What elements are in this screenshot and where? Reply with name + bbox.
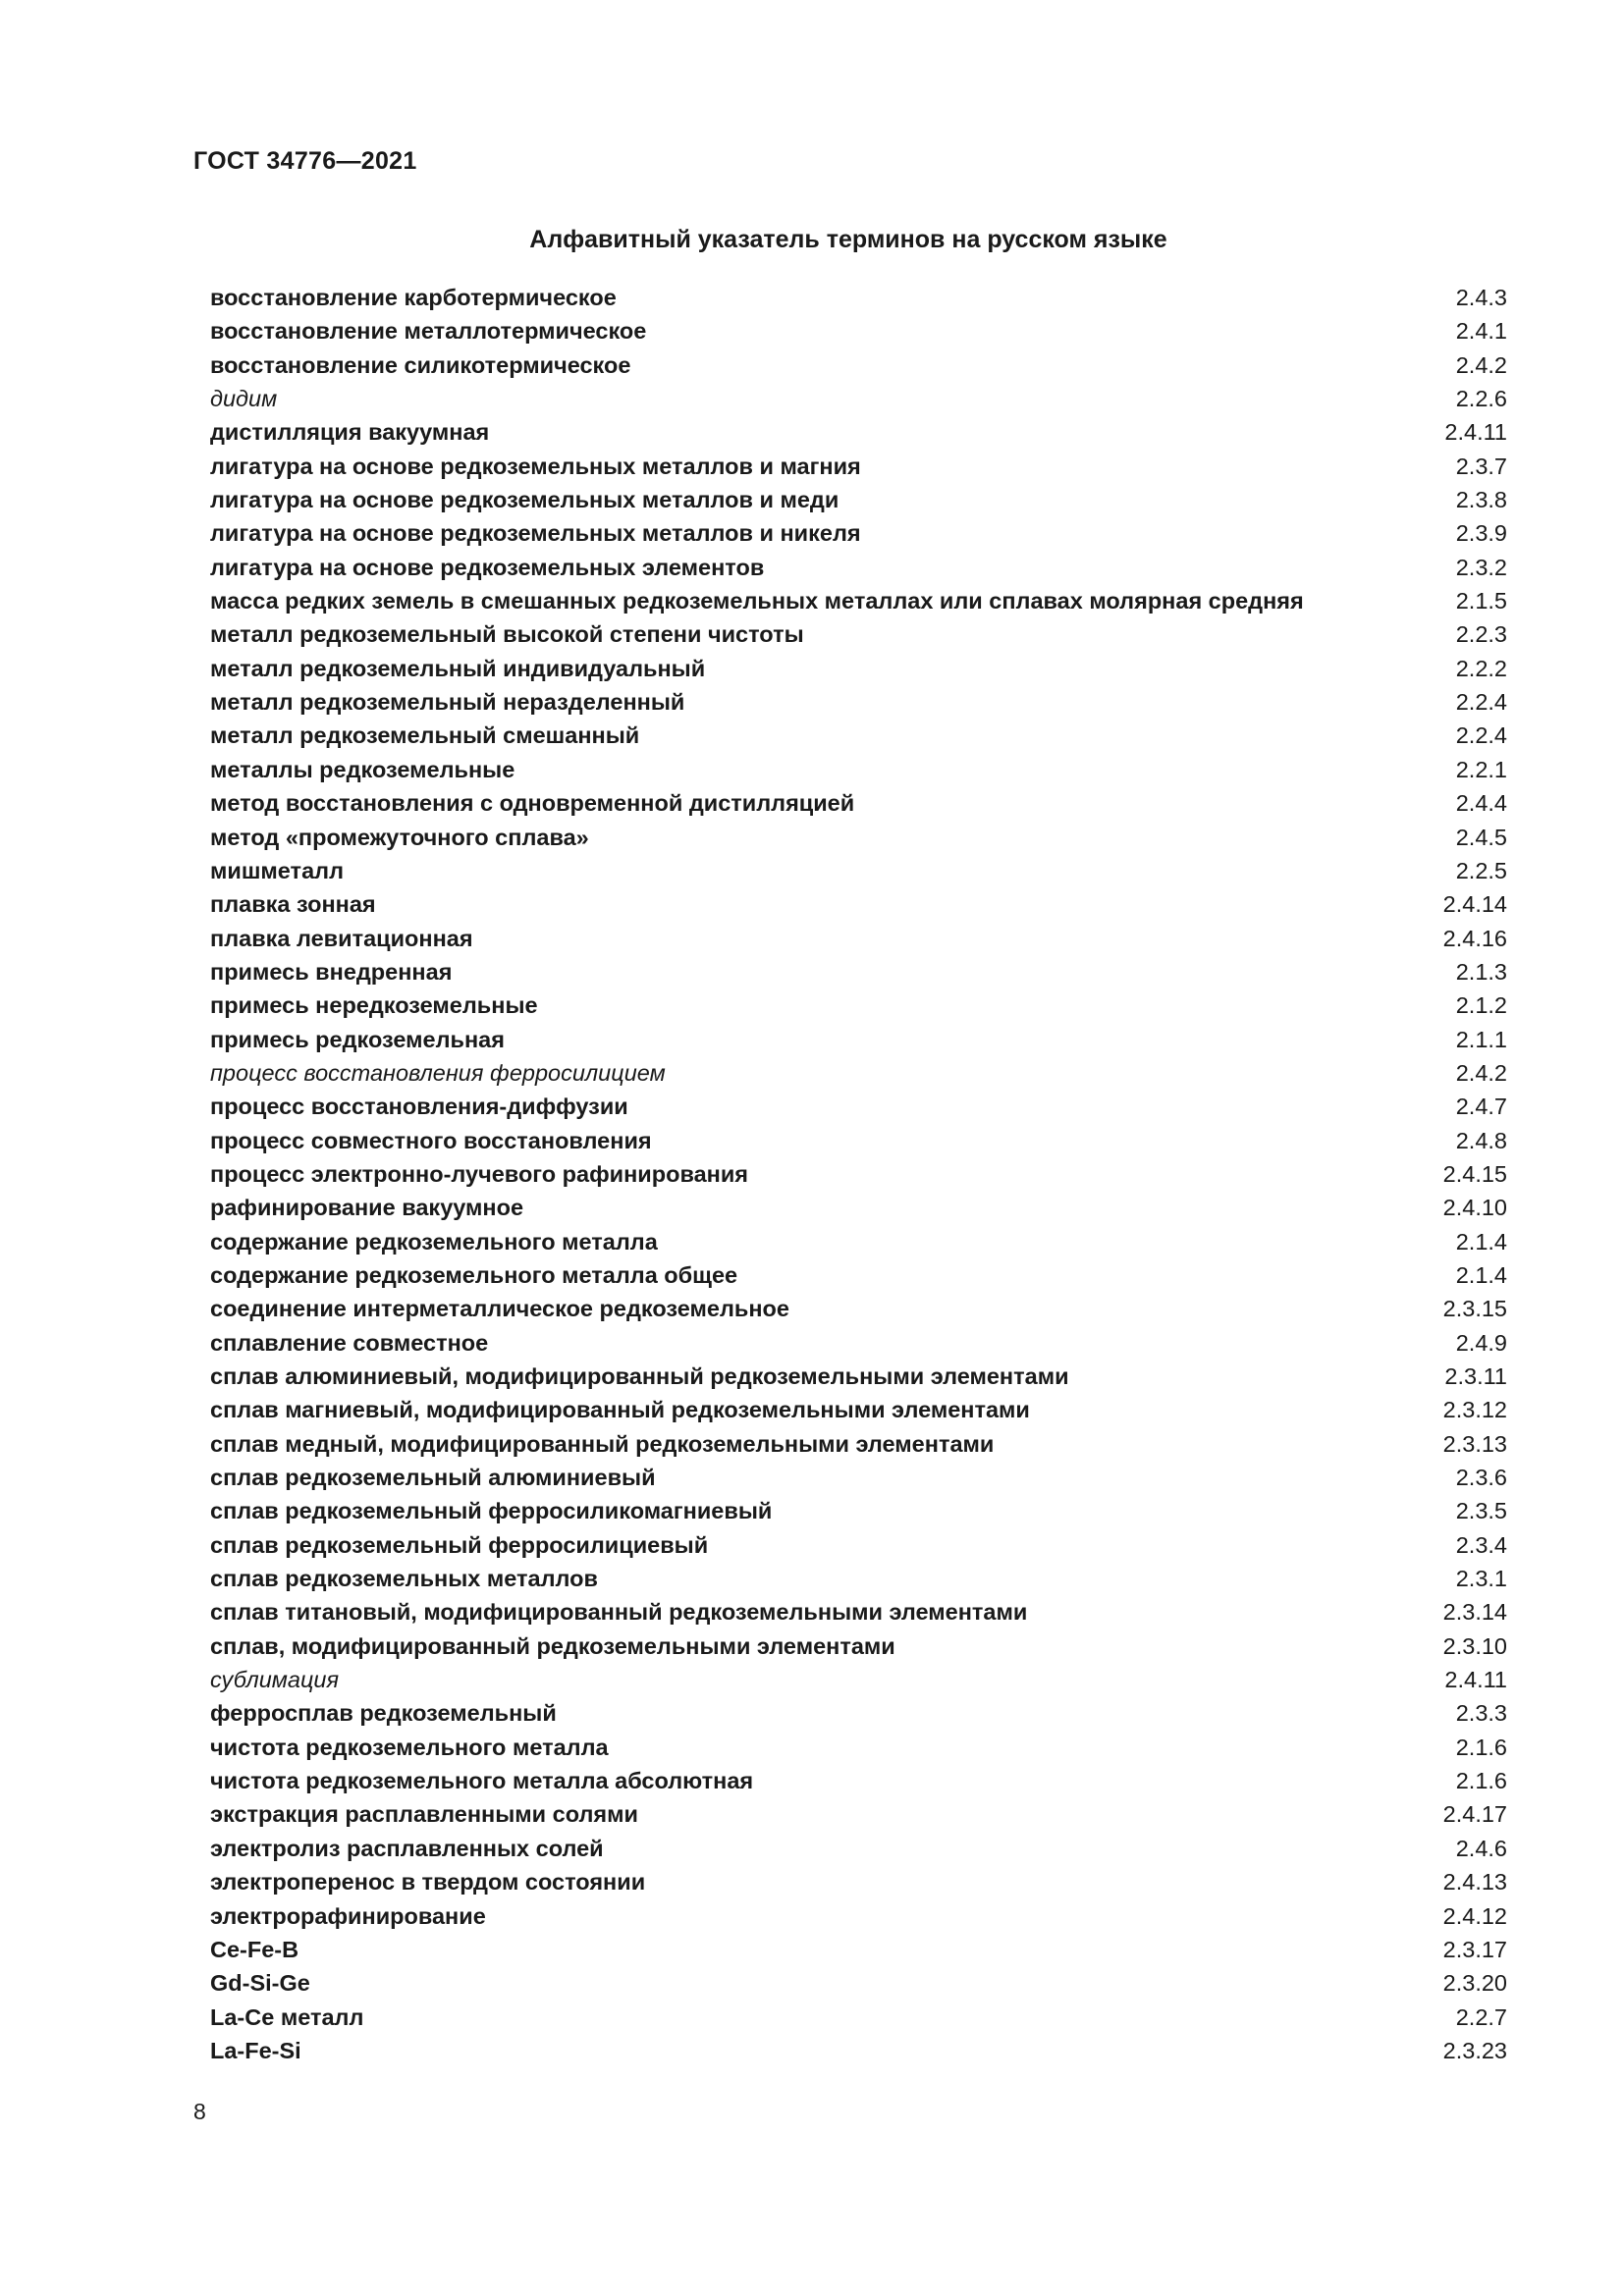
index-section-ref: 2.2.4 (1455, 722, 1507, 749)
index-entry (210, 1157, 1507, 1191)
index-section-ref: 2.3.7 (1455, 453, 1507, 479)
index-term: сплав магниевый, модифицированный редкоземельными элементами (210, 1397, 1030, 1423)
index-term: Gd-Si-Ge (210, 1970, 310, 1997)
index-section-ref: 2.4.1 (1455, 318, 1507, 345)
index-entry (210, 1797, 1507, 1831)
index-term: электрорафинирование (210, 1902, 486, 1929)
index-term: лигатура на основе редкоземельных элементов (210, 554, 765, 580)
index-entry (210, 1764, 1507, 1797)
index-term: соединение интерметаллическое редкоземельное (210, 1296, 789, 1322)
index-term: метод восстановления с одновременной дистилляцией (210, 790, 855, 817)
index-entry (210, 685, 1507, 719)
index-term: сплав редкоземельный алюминиевый (210, 1465, 656, 1491)
index-entry (210, 2034, 1507, 2067)
index-term: металл редкоземельный неразделенный (210, 689, 685, 716)
index-term: сплав медный, модифицированный редкоземельными элементами (210, 1430, 995, 1457)
index-entry (210, 382, 1507, 415)
index-section-ref: 2.2.3 (1455, 621, 1507, 648)
index-term: сплав титановый, модифицированный редкоземельными элементами (210, 1599, 1028, 1626)
index-entry (210, 584, 1507, 617)
index-entry (210, 1933, 1507, 1966)
index-entry (210, 1865, 1507, 1898)
index-section-ref: 2.4.7 (1455, 1094, 1507, 1120)
index-term: металл редкоземельный высокой степени чистоты (210, 621, 804, 648)
index-term: металлы редкоземельные (210, 756, 515, 782)
index-section-ref: 2.3.3 (1455, 1700, 1507, 1727)
index-term: лигатура на основе редкоземельных металлов и никеля (210, 520, 861, 547)
index-section-ref: 2.3.2 (1455, 554, 1507, 580)
index-entry (210, 450, 1507, 483)
index-entry (210, 988, 1507, 1022)
index-section-ref: 2.4.10 (1442, 1195, 1507, 1221)
index-section-ref: 2.3.8 (1455, 487, 1507, 513)
index-term: дистилляция вакуумная (210, 419, 490, 446)
index-term: Ce-Fe-B (210, 1936, 299, 1962)
index-section-ref: 2.4.4 (1455, 790, 1507, 817)
index-entry (210, 1966, 1507, 2000)
index-section-ref: 2.4.14 (1442, 891, 1507, 918)
index-entry (210, 1494, 1507, 1527)
index-entry (210, 1191, 1507, 1224)
index-entry (210, 1427, 1507, 1461)
index-term: лигатура на основе редкоземельных металлов и магния (210, 453, 861, 479)
index-section-ref: 2.2.4 (1455, 689, 1507, 716)
index-section-ref: 2.2.2 (1455, 655, 1507, 681)
index-section-ref: 2.2.6 (1455, 386, 1507, 412)
index-entry (210, 483, 1507, 516)
index-term: сплав редкоземельных металлов (210, 1566, 598, 1592)
index-term: чистота редкоземельного металла абсолютная (210, 1768, 754, 1794)
index-section-ref: 2.1.4 (1455, 1261, 1507, 1288)
index-entry (210, 1360, 1507, 1393)
index-term: масса редких земель в смешанных редкоземельных металлах или сплавах молярная средняя (210, 588, 1304, 614)
index-term: ферросплав редкоземельный (210, 1700, 557, 1727)
index-entry (210, 1899, 1507, 1933)
index-term: процесс восстановления ферросилицием (210, 1059, 666, 1086)
index-title: Алфавитный указатель терминов на русском языке (529, 226, 1167, 253)
index-section-ref: 2.1.2 (1455, 992, 1507, 1019)
index-entry (210, 1393, 1507, 1426)
index-entry (210, 1124, 1507, 1157)
index-section-ref: 2.3.6 (1455, 1465, 1507, 1491)
index-entry (210, 415, 1507, 449)
index-term: примесь нередкоземельные (210, 992, 538, 1019)
index-section-ref: 2.4.16 (1442, 925, 1507, 951)
index-section-ref: 2.3.17 (1442, 1936, 1507, 1962)
index-term: лигатура на основе редкоземельных металлов и меди (210, 487, 839, 513)
index-entry (210, 1056, 1507, 1090)
index-entry (210, 516, 1507, 550)
index-section-ref: 2.4.12 (1442, 1902, 1507, 1929)
index-term: примесь внедренная (210, 958, 453, 985)
index-entry (210, 1225, 1507, 1258)
index-term: сплавление совместное (210, 1329, 489, 1356)
index-entry (210, 314, 1507, 347)
index-section-ref: 2.3.12 (1442, 1397, 1507, 1423)
index-entry (210, 887, 1507, 921)
index-term: метод «промежуточного сплава» (210, 824, 589, 850)
index-section-ref: 2.1.4 (1455, 1228, 1507, 1255)
index-term: сплав редкоземельный ферросилициевый (210, 1531, 709, 1558)
index-section-ref: 2.4.11 (1444, 419, 1507, 446)
index-term: процесс электронно-лучевого рафинирования (210, 1160, 749, 1187)
index-term: экстракция расплавленными солями (210, 1801, 638, 1828)
index-section-ref: 2.1.1 (1455, 1026, 1507, 1052)
index-term: La-Fe-Si (210, 2037, 301, 2063)
index-section-ref: 2.4.9 (1455, 1329, 1507, 1356)
index-section-ref: 2.3.1 (1455, 1566, 1507, 1592)
index-section-ref: 2.3.23 (1442, 2037, 1507, 2063)
index-section-ref: 2.4.3 (1455, 285, 1507, 310)
index-entry (210, 1090, 1507, 1123)
index-section-ref: 2.2.5 (1455, 857, 1507, 883)
index-term: процесс восстановления-диффузии (210, 1094, 628, 1120)
index-term: металл редкоземельный смешанный (210, 722, 640, 749)
term-index-list (210, 281, 1507, 2067)
index-section-ref: 2.3.4 (1455, 1531, 1507, 1558)
index-term: электроперенос в твердом состоянии (210, 1869, 646, 1896)
index-term: La-Ce металл (210, 2003, 364, 2030)
index-section-ref: 2.4.2 (1455, 351, 1507, 378)
index-entry (210, 1326, 1507, 1360)
index-section-ref: 2.4.6 (1455, 1835, 1507, 1861)
index-section-ref: 2.3.13 (1442, 1430, 1507, 1457)
index-term: плавка левитационная (210, 925, 473, 951)
index-term: сплав алюминиевый, модифицированный редкоземельными элементами (210, 1363, 1069, 1389)
index-entry (210, 786, 1507, 820)
index-term: сплав, модифицированный редкоземельными элементами (210, 1632, 895, 1659)
index-entry (210, 617, 1507, 651)
index-entry (210, 1258, 1507, 1292)
index-term: сплав редкоземельный ферросиликомагниевый (210, 1498, 773, 1524)
index-entry (210, 652, 1507, 685)
index-entry (210, 2001, 1507, 2034)
index-term: содержание редкоземельного металла общее (210, 1261, 738, 1288)
index-entry (210, 1832, 1507, 1865)
index-term: плавка зонная (210, 891, 376, 918)
index-entry (210, 1562, 1507, 1595)
index-entry (210, 821, 1507, 854)
index-term: чистота редкоземельного металла (210, 1734, 609, 1760)
index-entry (210, 854, 1507, 887)
index-section-ref: 2.4.17 (1442, 1801, 1507, 1828)
index-term: электролиз расплавленных солей (210, 1835, 604, 1861)
document-code: ГОСТ 34776—2021 (193, 147, 417, 175)
index-section-ref: 2.1.6 (1455, 1768, 1507, 1794)
index-section-ref: 2.1.3 (1455, 958, 1507, 985)
index-entry (210, 1461, 1507, 1494)
index-section-ref: 2.3.5 (1455, 1498, 1507, 1524)
index-entry (210, 719, 1507, 752)
index-entry (210, 1696, 1507, 1730)
index-entry (210, 348, 1507, 382)
index-entry (210, 1292, 1507, 1325)
index-section-ref: 2.3.20 (1442, 1970, 1507, 1997)
index-entry (210, 551, 1507, 584)
index-entry (210, 281, 1507, 314)
index-section-ref: 2.1.6 (1455, 1734, 1507, 1760)
index-term: мишметалл (210, 857, 344, 883)
index-entry (210, 753, 1507, 786)
index-section-ref: 2.4.8 (1455, 1127, 1507, 1153)
index-term: примесь редкоземельная (210, 1026, 505, 1052)
index-term: содержание редкоземельного металла (210, 1228, 658, 1255)
index-entry (210, 1629, 1507, 1663)
index-section-ref: 2.4.13 (1442, 1869, 1507, 1896)
index-section-ref: 2.4.2 (1455, 1059, 1507, 1086)
index-term: восстановление металлотермическое (210, 318, 647, 345)
index-term: сублимация (210, 1667, 340, 1693)
index-entry (210, 955, 1507, 988)
index-entry (210, 1595, 1507, 1629)
index-entry (210, 1663, 1507, 1696)
index-section-ref: 2.4.5 (1455, 824, 1507, 850)
page-number: 8 (193, 2099, 206, 2124)
index-section-ref: 2.3.9 (1455, 520, 1507, 547)
index-term: восстановление карботермическое (210, 285, 617, 310)
index-section-ref: 2.1.5 (1455, 588, 1507, 614)
index-entry (210, 1023, 1507, 1056)
index-term: дидим (210, 386, 278, 412)
index-section-ref: 2.3.10 (1442, 1632, 1507, 1659)
index-section-ref: 2.4.11 (1444, 1667, 1507, 1693)
index-entry (210, 922, 1507, 955)
index-section-ref: 2.3.15 (1442, 1296, 1507, 1322)
index-term: металл редкоземельный индивидуальный (210, 655, 706, 681)
index-section-ref: 2.2.7 (1455, 2003, 1507, 2030)
index-section-ref: 2.2.1 (1455, 756, 1507, 782)
index-section-ref: 2.3.14 (1442, 1599, 1507, 1626)
index-entry (210, 1731, 1507, 1764)
index-section-ref: 2.4.15 (1442, 1160, 1507, 1187)
index-section-ref: 2.3.11 (1444, 1363, 1507, 1389)
index-term: восстановление силикотермическое (210, 351, 631, 378)
index-term: рафинирование вакуумное (210, 1195, 524, 1221)
index-term: процесс совместного восстановления (210, 1127, 652, 1153)
index-entry (210, 1528, 1507, 1562)
